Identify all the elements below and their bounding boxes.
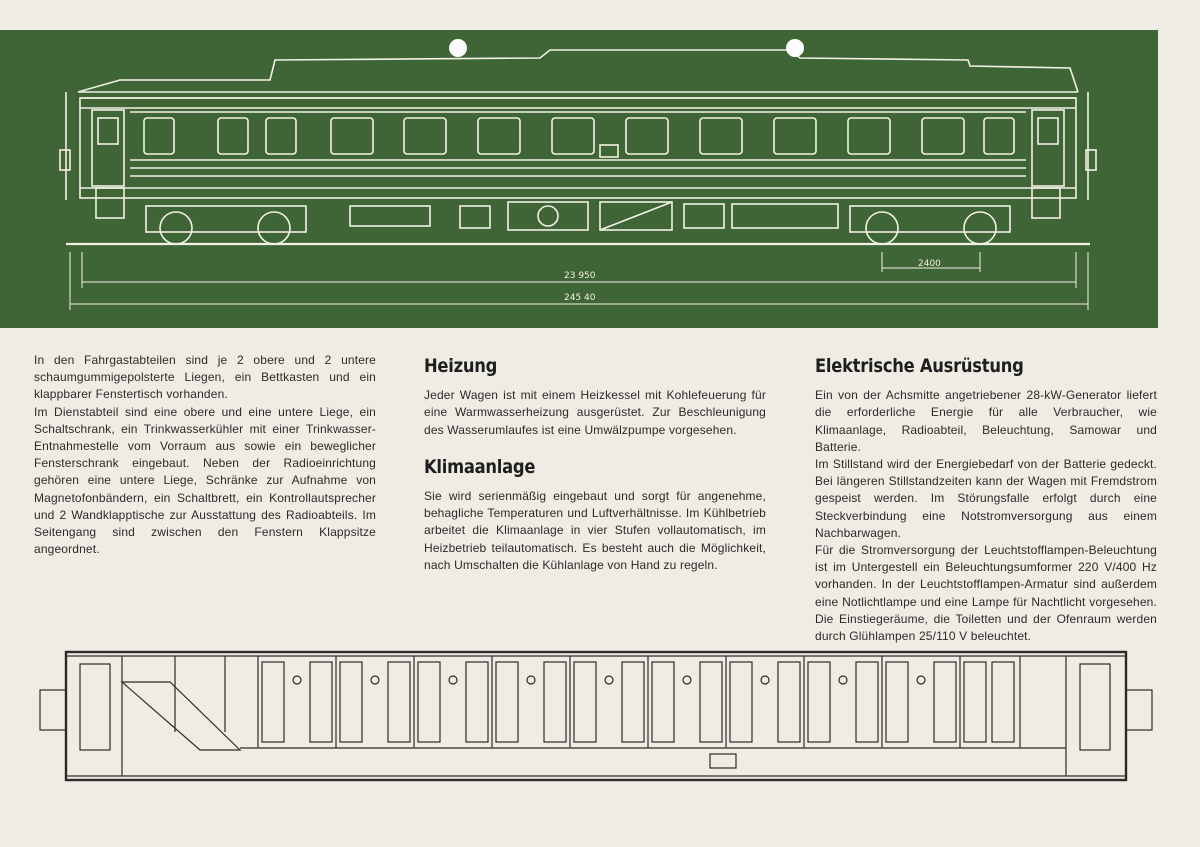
heading-heizung: Heizung: [424, 355, 498, 377]
column-electrical: [815, 352, 1157, 645]
punch-hole: [786, 39, 804, 57]
paragraph: Im Dienstabteil sind eine obere und eine untere Liege, ein Schaltschrank, ein Trinkwasserkühler mit einer Trinkwasser-Entnahmestelle vom Vorraum aus sowie ein beweglicher Fensterschrank eingebaut. Neben der Radioeinrichtung gehören eine untere Liege, Schränke zur Aufnahme von Magnetofonbändern, ein Schaltbrett, ein Kontrollautsprecher und 2 Wandklapptische zur Ausstattung des Radioabteils. Im Seitengang sind zwischen den Fenstern Klappsitze angeordnet.: [34, 404, 376, 557]
heading-elektrische-ausruestung: Elektrische Ausrüstung: [815, 355, 1024, 377]
railcar-elevation-svg: [0, 30, 1158, 328]
dimension-label-inner: 23 950: [564, 271, 596, 281]
column-heating-climate: [424, 352, 766, 574]
column-interior: [34, 352, 376, 558]
side-elevation-drawing: [0, 30, 1158, 328]
paragraph: Ein von der Achsmitte angetriebener 28-kW-Generator liefert die erforderliche Energie für alle Verbraucher, wie Klimaanlage, Radioabteil, Beleuchtung, Samowar und Batterie.: [815, 388, 1157, 454]
heading-klimaanlage: Klimaanlage: [424, 455, 536, 478]
dimension-label-outer: 245 40: [564, 293, 596, 303]
paragraph: Für die Stromversorgung der Leuchtstofflampen-Beleuchtung ist im Untergestell ein Beleuchtungsumformer 220 V/400 Hz vorhanden. In der Leuchtstofflampen-Armatur sind außerdem eine Notlichtlampe und eine Lampe für Nachtlicht vorgesehen. Die Einstiegeräume, die Toiletten und der Ofenraum werden durch Glühlampen 25/110 V beleuchtet.: [815, 543, 1157, 644]
floor-plan-drawing: [30, 640, 1170, 800]
dimension-label-bogie: 2400: [918, 259, 941, 269]
paragraph: Jeder Wagen ist mit einem Heizkessel mit Kohlefeuerung für eine Warmwasserheizung ausgerüstet. Zur Beschleunigung des Wasserumlaufes ist eine Umwälzpumpe vorgesehen.: [424, 388, 766, 437]
paragraph: Sie wird serienmäßig eingebaut und sorgt für angenehme, behagliche Temperaturen und Luftverhältnisse. Im Kühlbetrieb arbeitet die Klimaanlage in vier Stufen vollautomatisch, im Heizbetrieb teilautomatisch. Es besteht auch die Möglichkeit, nach Umschalten die Kühlanlage von Hand zu regeln.: [424, 489, 766, 572]
paragraph: In den Fahrgastabteilen sind je 2 obere und 2 untere schaumgummigepolsterte Liegen, ein Bettkasten und ein klappbarer Fenstertisch vorhanden.: [34, 353, 376, 402]
paragraph: Im Stillstand wird der Energiebedarf von der Batterie gedeckt. Bei längeren Stillstandzeiten kann der Wagen mit Fremdstrom gespeist werden. Im Störungsfalle erfolgt durch eine Steckverbindung eine Notstromversorgung aus einem Nachbarwagen.: [815, 457, 1157, 540]
punch-hole: [449, 39, 467, 57]
